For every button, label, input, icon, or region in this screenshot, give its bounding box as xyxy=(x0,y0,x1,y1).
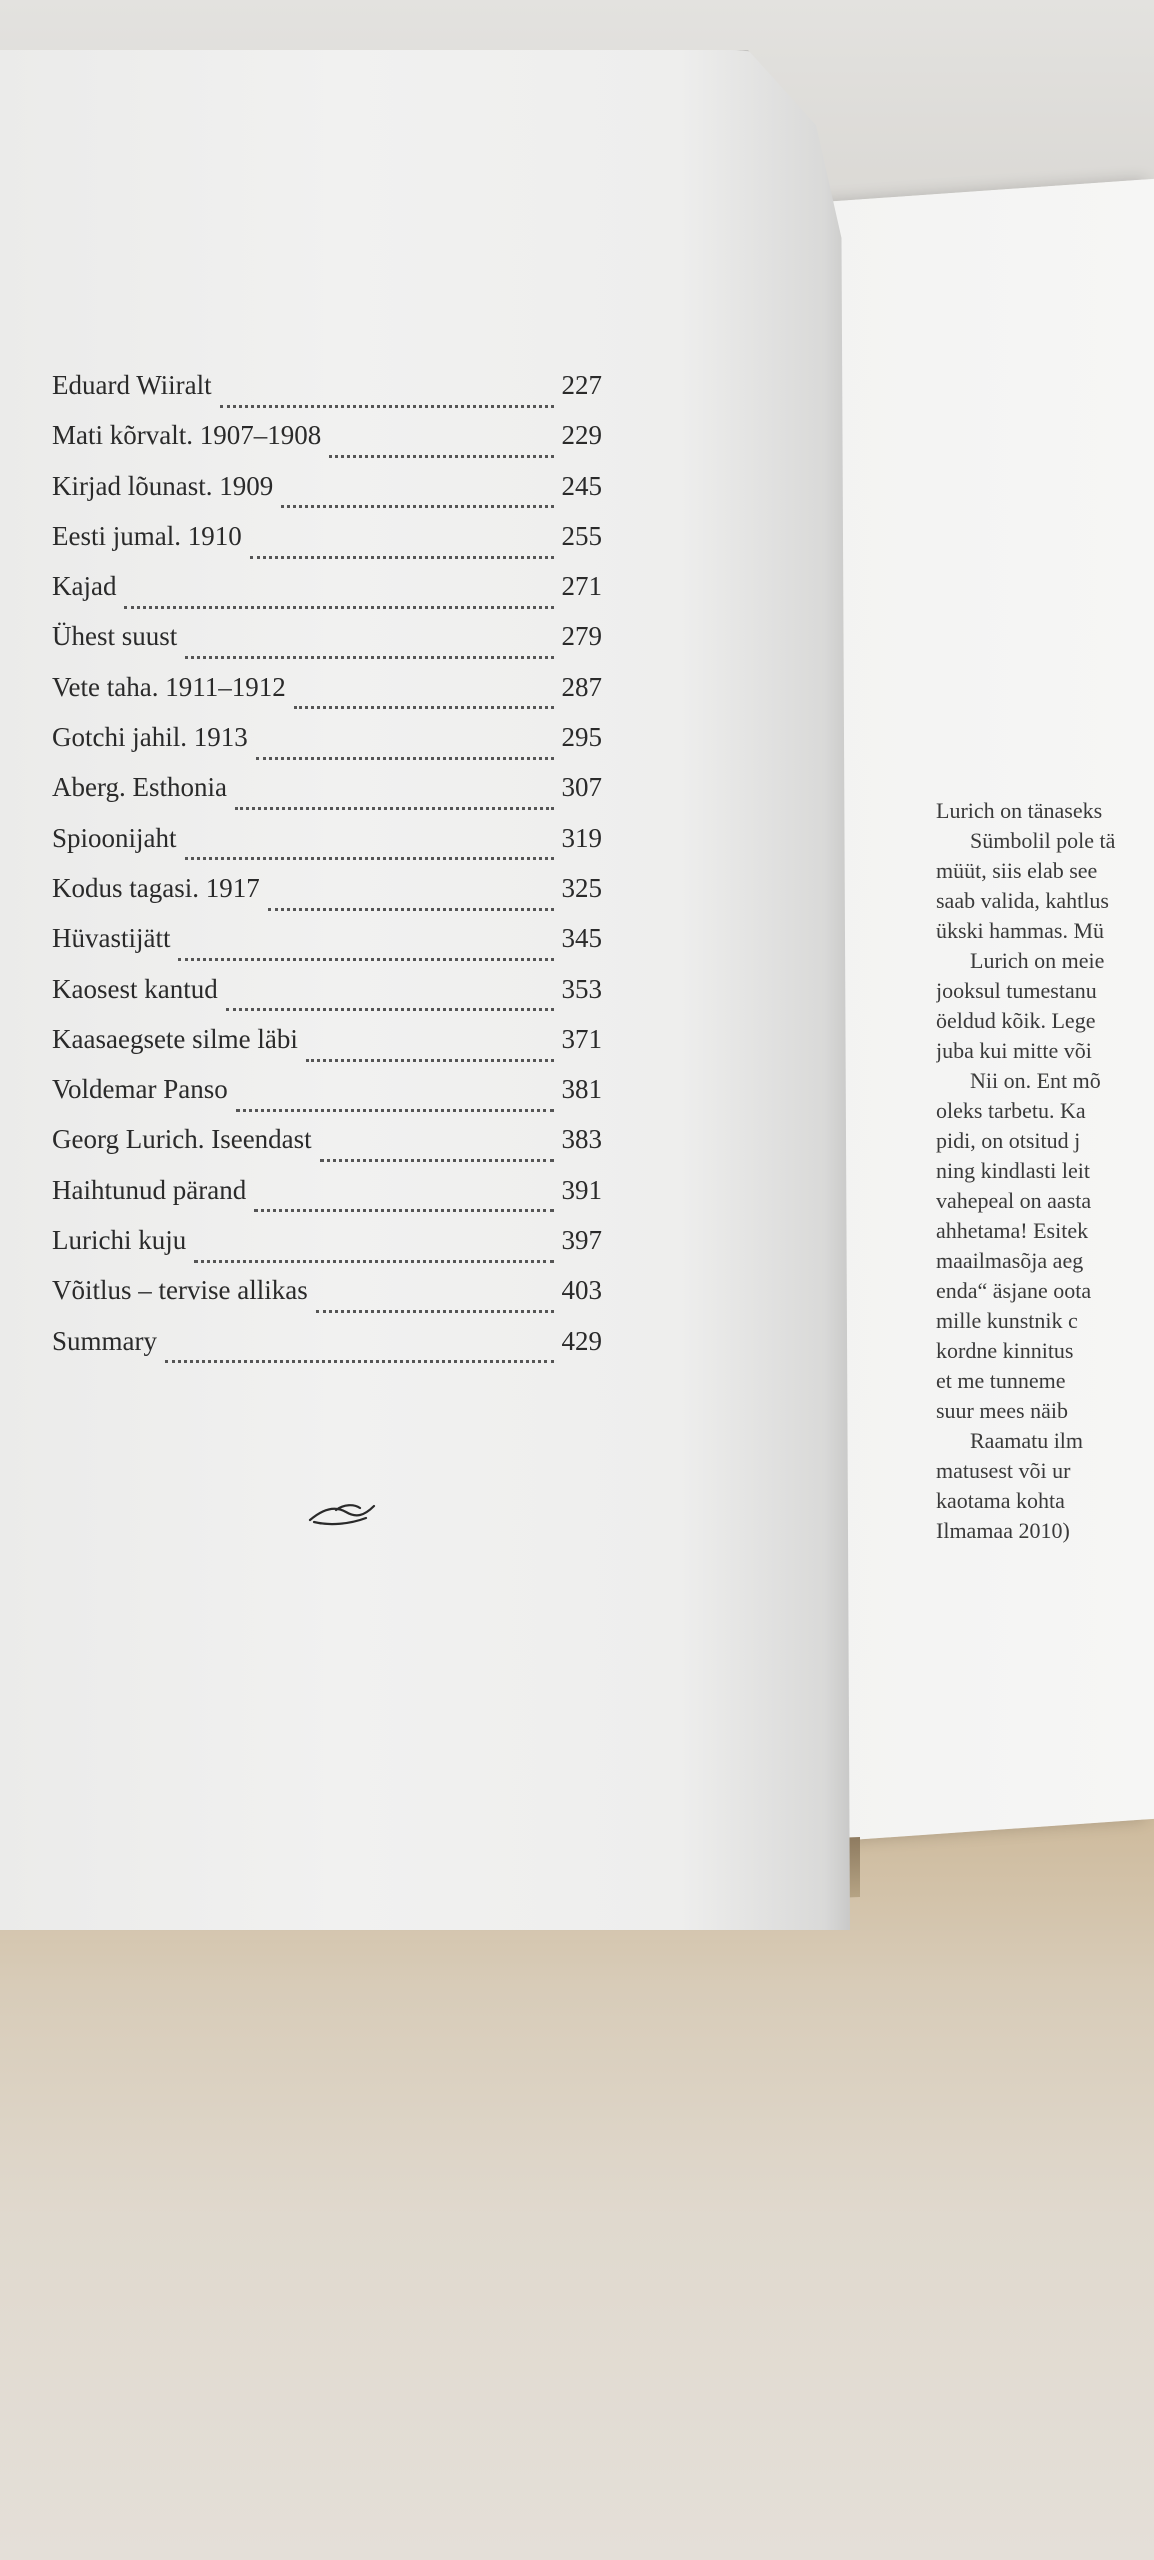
toc-entry xyxy=(52,521,602,571)
right-page-line: jooksul tumestanu xyxy=(936,978,1097,1003)
toc-entry-title: Eesti jumal. 1910 xyxy=(52,520,242,551)
toc-leader-dots xyxy=(281,491,553,508)
toc-entry-page-number: 381 xyxy=(561,1074,602,1105)
toc-entry xyxy=(52,873,602,923)
flourish-ornament-icon xyxy=(306,1500,378,1528)
toc-entry xyxy=(52,1326,602,1376)
toc-entry-title: Georg Lurich. Iseendast xyxy=(52,1124,312,1155)
toc-leader-dots xyxy=(254,1195,553,1212)
toc-entry-title: Vete taha. 1911–1912 xyxy=(52,671,286,702)
right-page-line: öeldud kõik. Lege xyxy=(936,1008,1096,1033)
toc-leader-dots xyxy=(124,592,553,609)
toc-entry-title: Lurichi kuju xyxy=(52,1225,187,1256)
right-page-line: vahepeal on aasta xyxy=(936,1188,1092,1213)
toc-entry-title: Gotchi jahil. 1913 xyxy=(52,722,248,753)
toc-entry xyxy=(52,1225,602,1275)
toc-leader-dots xyxy=(256,743,554,760)
toc-entry-title: Kajad xyxy=(52,571,117,602)
right-page-line: oleks tarbetu. Ka xyxy=(936,1098,1086,1123)
toc-entry xyxy=(52,772,602,822)
toc-leader-dots xyxy=(268,894,554,911)
right-page-line: saab valida, kahtlus xyxy=(936,888,1109,913)
toc-leader-dots xyxy=(294,692,554,709)
toc-entry-title: Spioonijaht xyxy=(52,822,177,853)
toc-leader-dots xyxy=(185,843,554,860)
toc-leader-dots xyxy=(226,994,554,1011)
right-page-line: suur mees näib xyxy=(936,1398,1068,1423)
toc-leader-dots xyxy=(306,1045,554,1062)
toc-entry xyxy=(52,722,602,772)
toc-entry-title: Ühest suust xyxy=(52,621,178,652)
table-of-contents xyxy=(52,370,602,1376)
right-page-text xyxy=(936,796,1154,1546)
toc-entry-page-number: 345 xyxy=(561,923,602,954)
right-page-line: maailmasõja aeg xyxy=(936,1248,1084,1273)
toc-entry xyxy=(52,823,602,873)
toc-entry xyxy=(52,370,602,420)
toc-entry-title: Mati kõrvalt. 1907–1908 xyxy=(52,420,322,451)
toc-entry-title: Kodus tagasi. 1917 xyxy=(52,872,260,903)
toc-entry-page-number: 287 xyxy=(561,671,602,702)
right-page-line: Raamatu ilm xyxy=(970,1428,1084,1453)
toc-entry-page-number: 383 xyxy=(561,1124,602,1155)
toc-entry-title: Haihtunud pärand xyxy=(52,1174,247,1205)
toc-entry-title: Võitlus – tervise allikas xyxy=(52,1275,308,1306)
toc-leader-dots xyxy=(165,1346,554,1363)
right-page-line: kaotama kohta xyxy=(936,1488,1065,1513)
toc-entry-page-number: 325 xyxy=(561,872,602,903)
toc-leader-dots xyxy=(235,793,554,810)
right-page-line: Ilmamaa 2010) xyxy=(936,1518,1070,1543)
toc-entry xyxy=(52,1024,602,1074)
right-page-line: matusest või ur xyxy=(936,1458,1071,1483)
toc-entry xyxy=(52,1074,602,1124)
right-page-line: kordne kinnitus xyxy=(936,1338,1074,1363)
right-page-line: Nii on. Ent mõ xyxy=(970,1068,1101,1093)
toc-entry xyxy=(52,1124,602,1174)
toc-leader-dots xyxy=(236,1095,554,1112)
right-page-line: müüt, siis elab see xyxy=(936,858,1098,883)
toc-entry-page-number: 429 xyxy=(561,1325,602,1356)
toc-entry xyxy=(52,621,602,671)
toc-leader-dots xyxy=(178,944,553,961)
toc-entry xyxy=(52,974,602,1024)
toc-entry-page-number: 279 xyxy=(561,621,602,652)
right-page-line: Lurich on meie xyxy=(970,948,1105,973)
toc-entry-title: Voldemar Panso xyxy=(52,1074,228,1105)
right-page-line: enda“ äsjane oota xyxy=(936,1278,1092,1303)
toc-entry-title: Eduard Wiiralt xyxy=(52,370,212,400)
right-page-line: ning kindlasti leit xyxy=(936,1158,1090,1183)
toc-entry-title: Kaasaegsete silme läbi xyxy=(52,1023,298,1054)
right-page-line: et me tunneme xyxy=(936,1368,1066,1393)
toc-entry-page-number: 307 xyxy=(561,772,602,803)
right-page-line: mille kunstnik c xyxy=(936,1308,1078,1333)
toc-entry-page-number: 255 xyxy=(561,520,602,551)
toc-entry xyxy=(52,571,602,621)
right-page-line: juba kui mitte või xyxy=(936,1038,1092,1063)
toc-entry-page-number: 227 xyxy=(561,370,602,400)
toc-leader-dots xyxy=(329,441,553,458)
toc-entry-page-number: 353 xyxy=(561,973,602,1004)
toc-entry-page-number: 271 xyxy=(561,571,602,602)
toc-entry-page-number: 319 xyxy=(561,822,602,853)
toc-entry-page-number: 391 xyxy=(561,1174,602,1205)
right-page-line: Lurich on tänaseks xyxy=(936,798,1103,823)
toc-leader-dots xyxy=(250,542,554,559)
right-page-line: ahhetama! Esitek xyxy=(936,1218,1089,1243)
toc-entry-page-number: 371 xyxy=(561,1023,602,1054)
toc-entry-page-number: 229 xyxy=(561,420,602,451)
toc-leader-dots xyxy=(220,391,554,408)
toc-entry xyxy=(52,420,602,470)
toc-leader-dots xyxy=(320,1145,554,1162)
toc-entry-page-number: 245 xyxy=(561,470,602,501)
toc-entry-title: Kaosest kantud xyxy=(52,973,218,1004)
toc-entry-title: Kirjad lõunast. 1909 xyxy=(52,470,274,501)
toc-entry xyxy=(52,471,602,521)
toc-entry-title: Summary xyxy=(52,1325,157,1356)
right-page-line: ükski hammas. Mü xyxy=(936,918,1105,943)
right-page-line: pidi, on otsitud j xyxy=(936,1128,1081,1153)
toc-entry xyxy=(52,672,602,722)
toc-leader-dots xyxy=(194,1246,553,1263)
toc-entry-page-number: 295 xyxy=(561,722,602,753)
toc-entry-page-number: 403 xyxy=(561,1275,602,1306)
right-page-line: Sümbolil pole tä xyxy=(970,828,1116,853)
toc-entry-page-number: 397 xyxy=(561,1225,602,1256)
toc-entry-title: Aberg. Esthonia xyxy=(52,772,227,803)
toc-leader-dots xyxy=(185,642,553,659)
toc-entry-title: Hüvastijätt xyxy=(52,923,171,954)
toc-entry xyxy=(52,923,602,973)
toc-entry xyxy=(52,1275,602,1325)
toc-leader-dots xyxy=(316,1296,554,1313)
toc-entry xyxy=(52,1175,602,1225)
